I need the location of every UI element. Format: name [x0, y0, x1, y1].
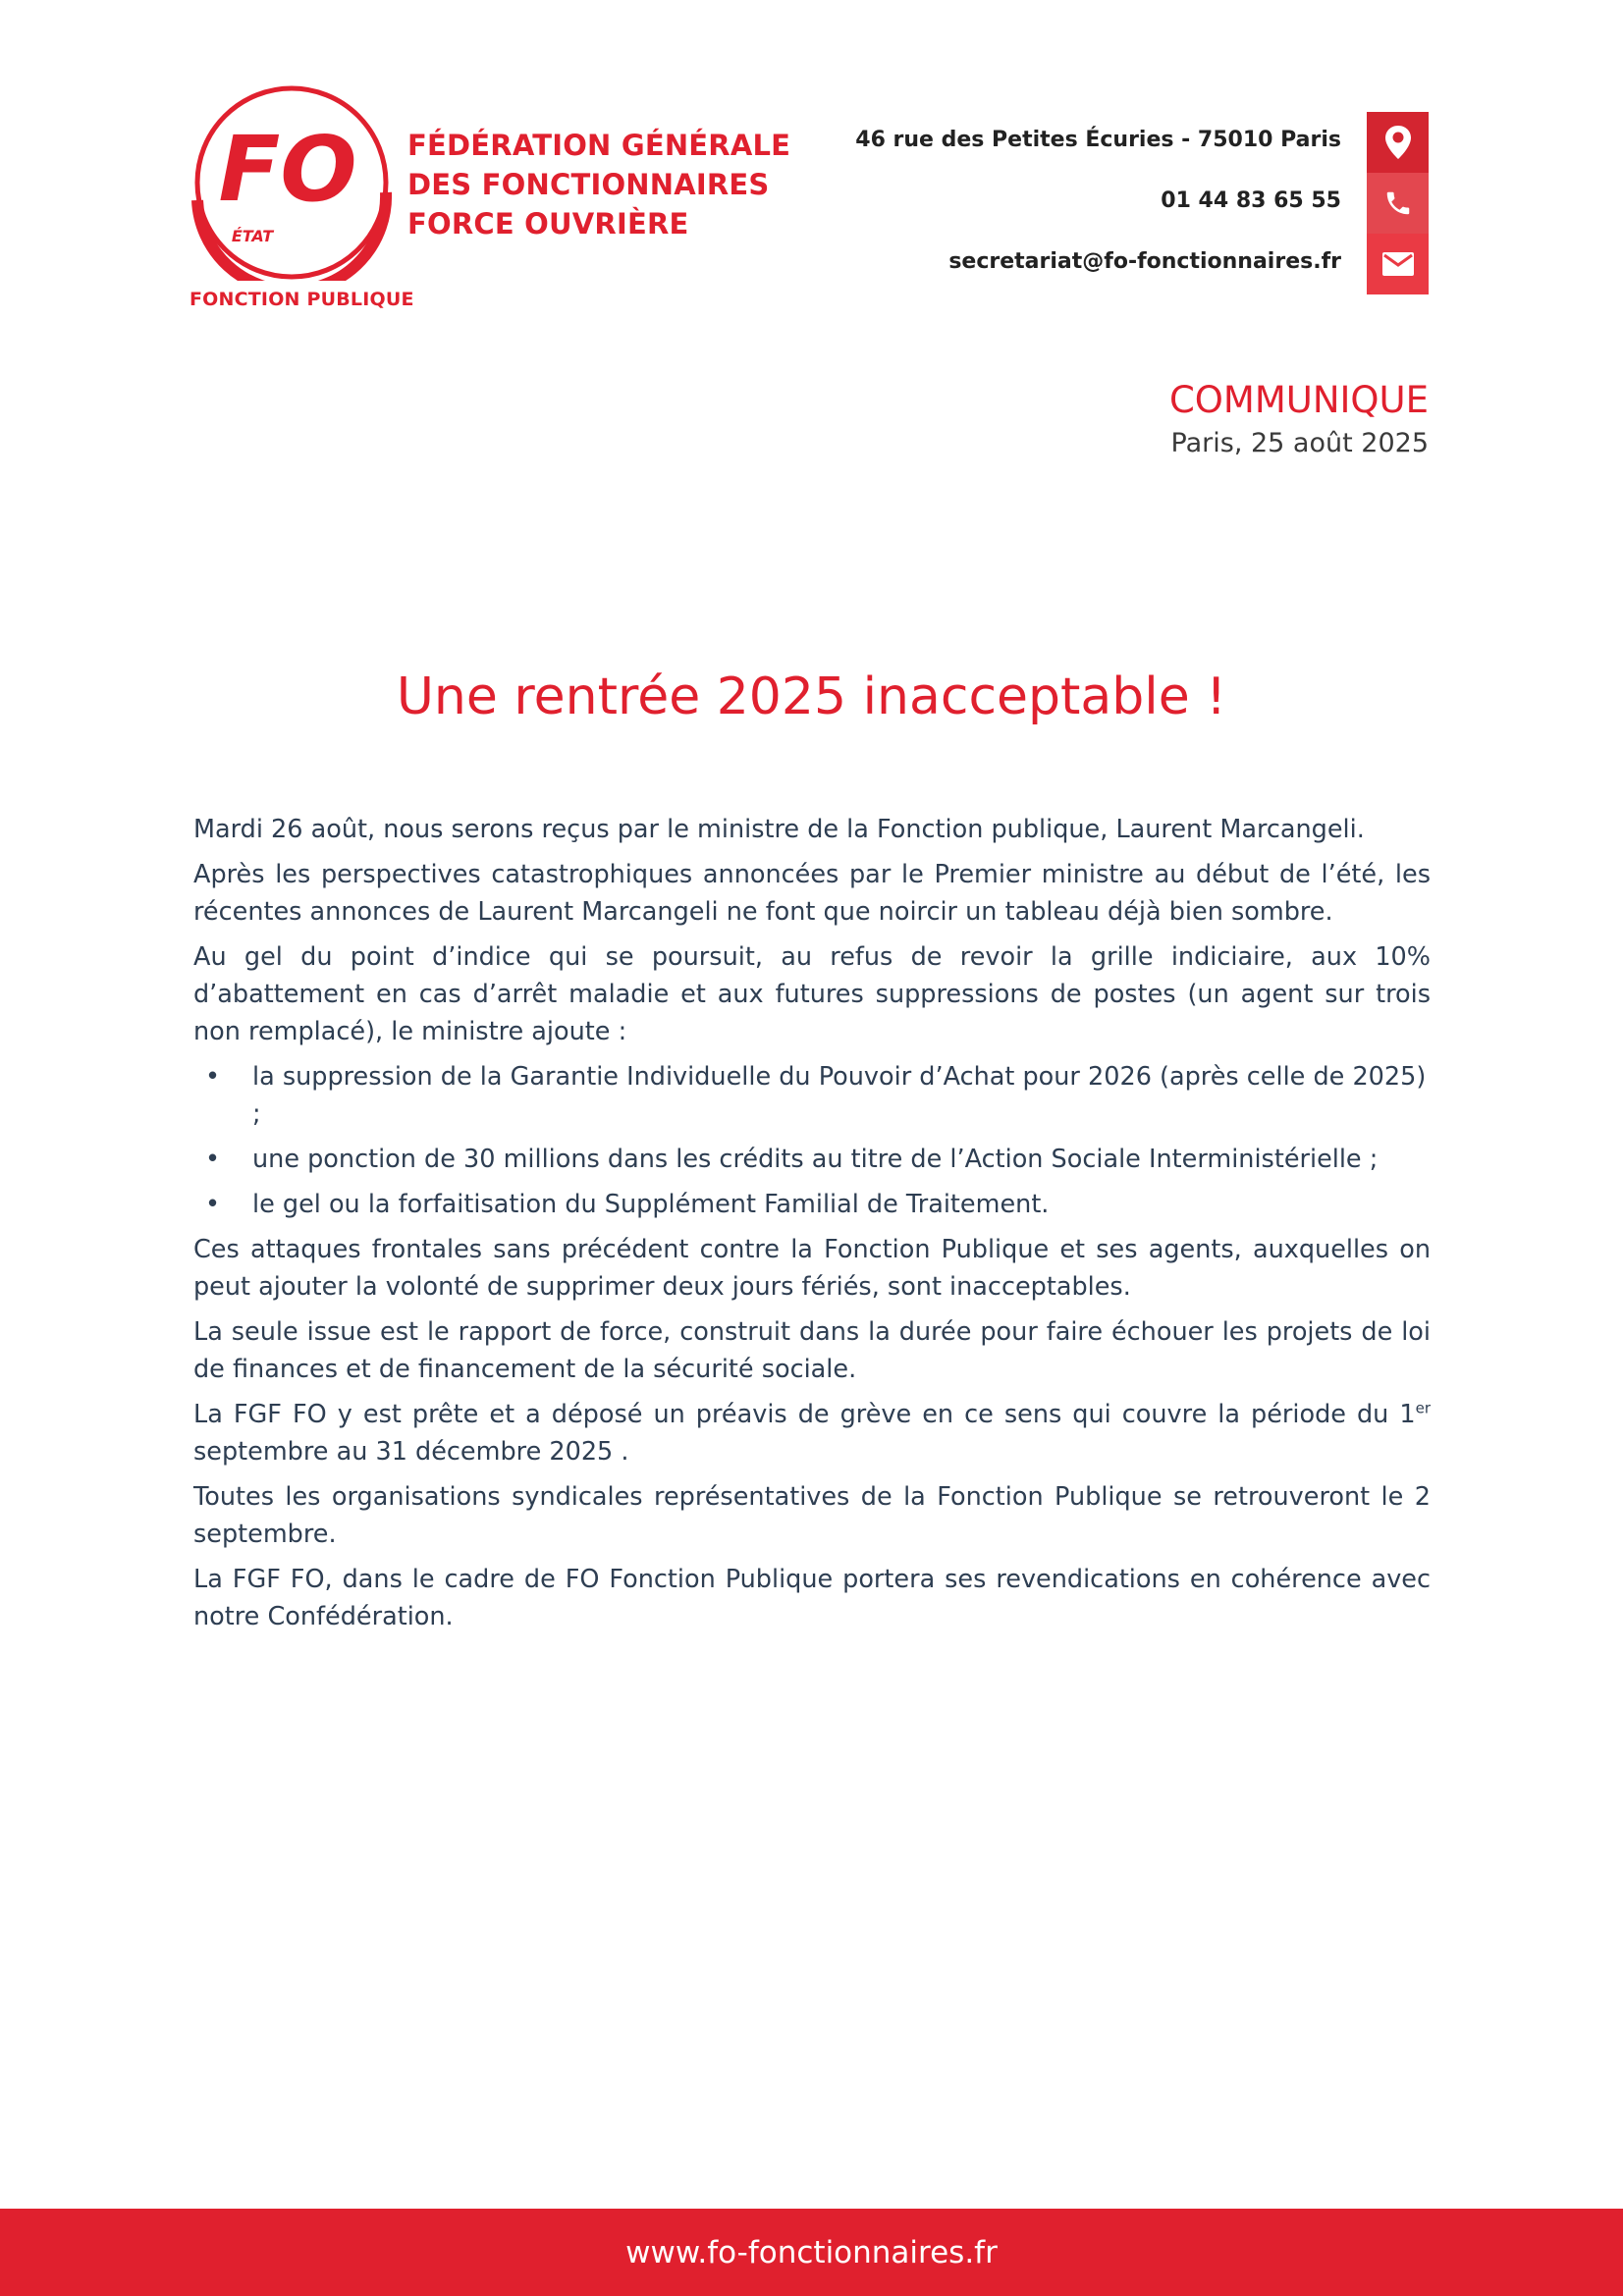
paragraph-1: Mardi 26 août, nous serons reçus par le ministre de la Fonction publique, Laurent Marcangeli.: [193, 815, 1365, 844]
paragraph-5: La seule issue est le rapport de force, construit dans la durée pour faire échouer les projets de loi de finances et de financement de la sécurité sociale.: [193, 1317, 1431, 1384]
website-link[interactable]: www.fo-fonctionnaires.fr: [625, 2234, 998, 2270]
email-text[interactable]: secretariat@fo-fonctionnaires.fr: [948, 249, 1341, 274]
list-item-text: une ponction de 30 millions dans les crédits au titre de l’Action Sociale Interministérielle ;: [252, 1145, 1379, 1174]
bullet-icon: •: [205, 1062, 221, 1092]
list-item: [193, 1058, 1431, 1133]
paragraph-4: Ces attaques frontales sans précédent contre la Fonction Publique et ses agents, auxquelles on peut ajouter la volonté de supprimer deux jours fériés, sont inacceptables.: [193, 1235, 1431, 1302]
bullet-icon: •: [205, 1190, 221, 1219]
paragraph-6: [193, 1396, 1431, 1470]
document-type-label: COMMUNIQUE: [1168, 379, 1429, 421]
paragraph-2: Après les perspectives catastrophiques annoncées par le Premier ministre au début de l’été, les récentes annonces de Laurent Marcangeli ne font que noircir un tableau déjà bien sombre.: [193, 860, 1431, 927]
fo-logo: [189, 84, 396, 281]
document-date: Paris, 25 août 2025: [1170, 428, 1429, 458]
address-text: 46 rue des Petites Écuries - 75010 Paris: [855, 128, 1341, 152]
paragraph-6-start: La FGF FO y est prête et a déposé un préavis de grève en ce sens qui couvre la période du 1: [193, 1400, 1416, 1429]
logo-etat-text: ÉTAT: [231, 227, 274, 245]
list-item-text: le gel ou la forfaitisation du Supplément Familial de Traitement.: [252, 1190, 1050, 1219]
list-item: [193, 1186, 1431, 1223]
ordinal-superscript: er: [1415, 1399, 1431, 1417]
federation-line-3: FORCE OUVRIÈRE: [407, 207, 689, 240]
logo-fo-text: FO: [218, 117, 357, 222]
bullet-icon: •: [205, 1145, 221, 1174]
footer-bar: [0, 2209, 1623, 2296]
mail-icon: [1367, 234, 1429, 294]
federation-line-2: DES FONCTIONNAIRES: [407, 168, 770, 201]
paragraph-8: La FGF FO, dans le cadre de FO Fonction Publique portera ses revendications en cohérence avec notre Confédération.: [193, 1565, 1431, 1631]
document-body: [193, 811, 1431, 1643]
logo-caption: FONCTION PUBLIQUE: [189, 289, 414, 310]
paragraph-7: Toutes les organisations syndicales représentatives de la Fonction Publique se retrouveront le 2 septembre.: [193, 1482, 1431, 1549]
federation-name: [407, 126, 790, 243]
phone-text: 01 44 83 65 55: [1161, 188, 1341, 213]
phone-icon: [1367, 173, 1429, 234]
location-pin-icon: [1367, 112, 1429, 173]
document-title: Une rentrée 2025 inacceptable !: [396, 667, 1227, 726]
measures-list: [193, 1058, 1431, 1223]
paragraph-3: Au gel du point d’indice qui se poursuit, au refus de revoir la grille indiciaire, aux 10% d’abattement en cas d’arrêt maladie et aux futures suppressions de postes (un agent sur trois non remplacé), le ministre ajoute :: [193, 942, 1431, 1046]
list-item-text: la suppression de la Garantie Individuelle du Pouvoir d’Achat pour 2026 (après celle de 2025) ;: [252, 1062, 1427, 1129]
paragraph-6-end: septembre au 31 décembre 2025 .: [193, 1437, 629, 1467]
list-item: [193, 1141, 1431, 1178]
federation-line-1: FÉDÉRATION GÉNÉRALE: [407, 129, 791, 162]
